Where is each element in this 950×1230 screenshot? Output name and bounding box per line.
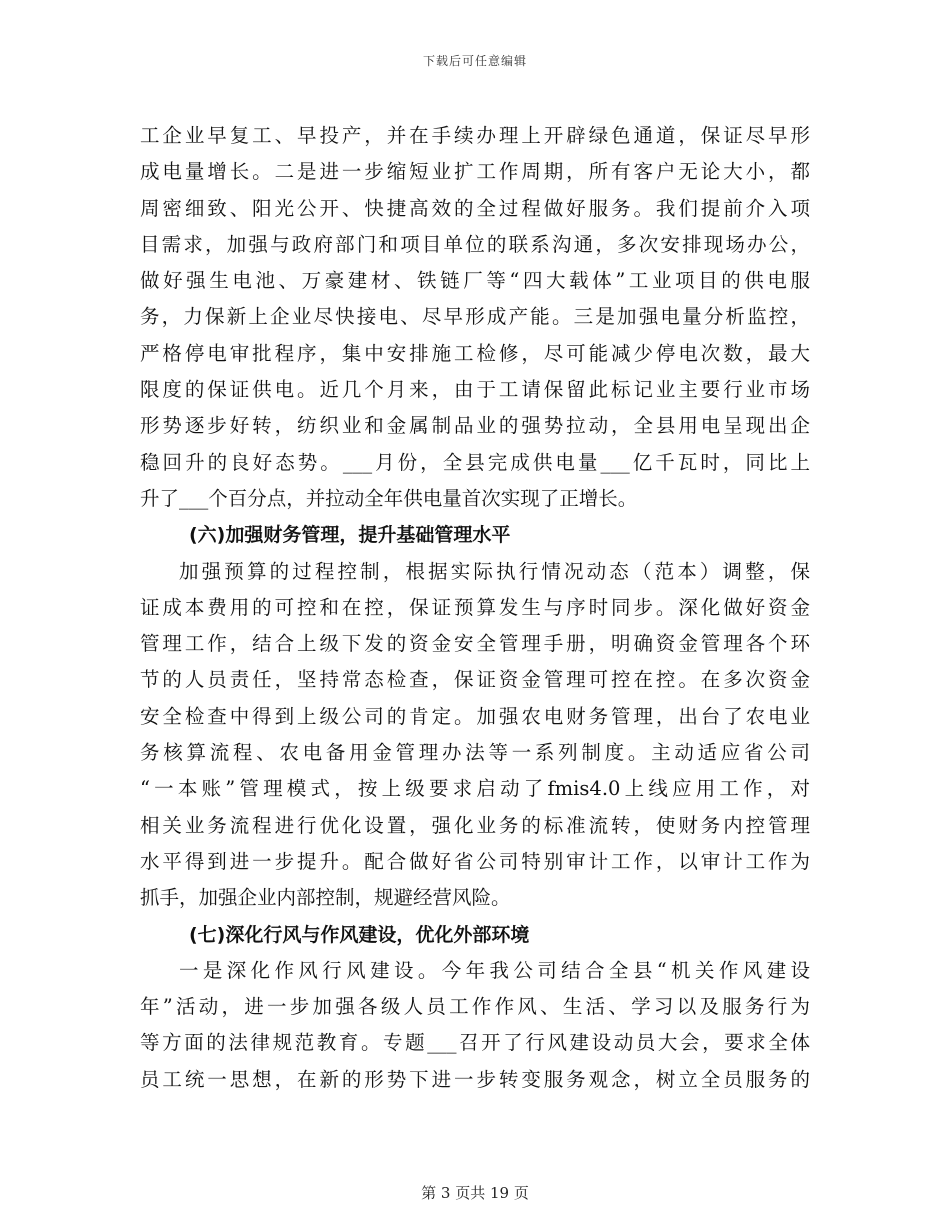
text-line: 等方面的法律规范教育。专题___召开了行风建设动员大会，要求全体 bbox=[140, 1031, 810, 1055]
text-line: 稳回升的良好态势。___月份，全县完成供电量___亿千瓦时，同比上 bbox=[140, 450, 810, 474]
text-line: 周密细致、阳光公开、快捷高效的全过程做好服务。我们提前介入项 bbox=[140, 196, 810, 220]
text-line: 管理工作，结合上级下发的资金安全管理手册，明确资金管理各个环 bbox=[140, 632, 810, 656]
text-line: 务，力保新上企业尽快接电、尽早形成产能。三是加强电量分析监控， bbox=[140, 305, 810, 329]
page-number: 第 3 页共 19 页 bbox=[421, 1184, 529, 1202]
text-line: 加强预算的过程控制，根据实际执行情况动态（范本）调整，保 bbox=[179, 559, 810, 583]
paragraph-3 bbox=[140, 953, 810, 1098]
text-line: 严格停电审批程序，集中安排施工检修，尽可能减少停电次数，最大 bbox=[140, 341, 810, 365]
text-line: 水平得到进一步提升。配合做好省公司特别审计工作，以审计工作为 bbox=[140, 849, 810, 873]
text-line: 工企业早复工、早投产，并在手续办理上开辟绿色通道，保证尽早形 bbox=[140, 124, 810, 147]
text-line: 目需求，加强与政府部门和项目单位的联系沟通，多次安排现场办公， bbox=[140, 232, 810, 256]
text-line: 限度的保证供电。近几个月来，由于工请保留此标记业主要行业市场 bbox=[140, 378, 810, 402]
text-line: 年”活动，进一步加强各级人员工作作风、生活、学习以及服务行为 bbox=[140, 995, 810, 1019]
paragraph-1 bbox=[140, 118, 810, 517]
text-line: 升了___个百分点，并拉动全年供电量首次实现了正增长。 bbox=[140, 486, 638, 510]
text-line: 安全检查中得到上级公司的肯定。加强农电财务管理，出台了农电业 bbox=[140, 704, 810, 728]
section-heading-6: (六)加强财务管理，提升基础管理水平 bbox=[189, 524, 511, 547]
text-line: 员工统一思想，在新的形势下进一步转变服务观念，树立全员服务的 bbox=[140, 1067, 810, 1091]
document-body bbox=[140, 118, 810, 1098]
text-line: 做好强生电池、万豪建材、铁链厂等“四大载体”工业项目的供电服 bbox=[140, 269, 810, 293]
page-header: 下载后可任意编辑 bbox=[422, 54, 527, 68]
text-line: 相关业务流程进行优化设置，强化业务的标准流转，使财务内控管理 bbox=[140, 813, 810, 837]
text-line: 证成本费用的可控和在控，保证预算发生与序时同步。深化做好资金 bbox=[140, 595, 810, 619]
text-line: “一本账”管理模式，按上级要求启动了fmis4.0上线应用工作，对 bbox=[140, 777, 810, 801]
text-line: 节的人员责任，坚持常态检查，保证资金管理可控在控。在多次资金 bbox=[140, 668, 810, 692]
text-line: 务核算流程、农电备用金管理办法等一系列制度。主动适应省公司 bbox=[140, 741, 810, 765]
text-line: 成电量增长。二是进一步缩短业扩工作周期，所有客户无论大小，都 bbox=[140, 160, 810, 184]
section-heading-7: (七)深化行风与作风建设，优化外部环境 bbox=[189, 923, 530, 946]
text-line: 一是深化作风行风建设。今年我公司结合全县“机关作风建设 bbox=[179, 958, 810, 982]
text-line: 形势逐步好转，纺织业和金属制品业的强势拉动，全县用电呈现出企 bbox=[140, 414, 810, 438]
paragraph-2 bbox=[140, 554, 810, 917]
text-line: 抓手，加强企业内部控制，规避经营风险。 bbox=[140, 886, 511, 910]
